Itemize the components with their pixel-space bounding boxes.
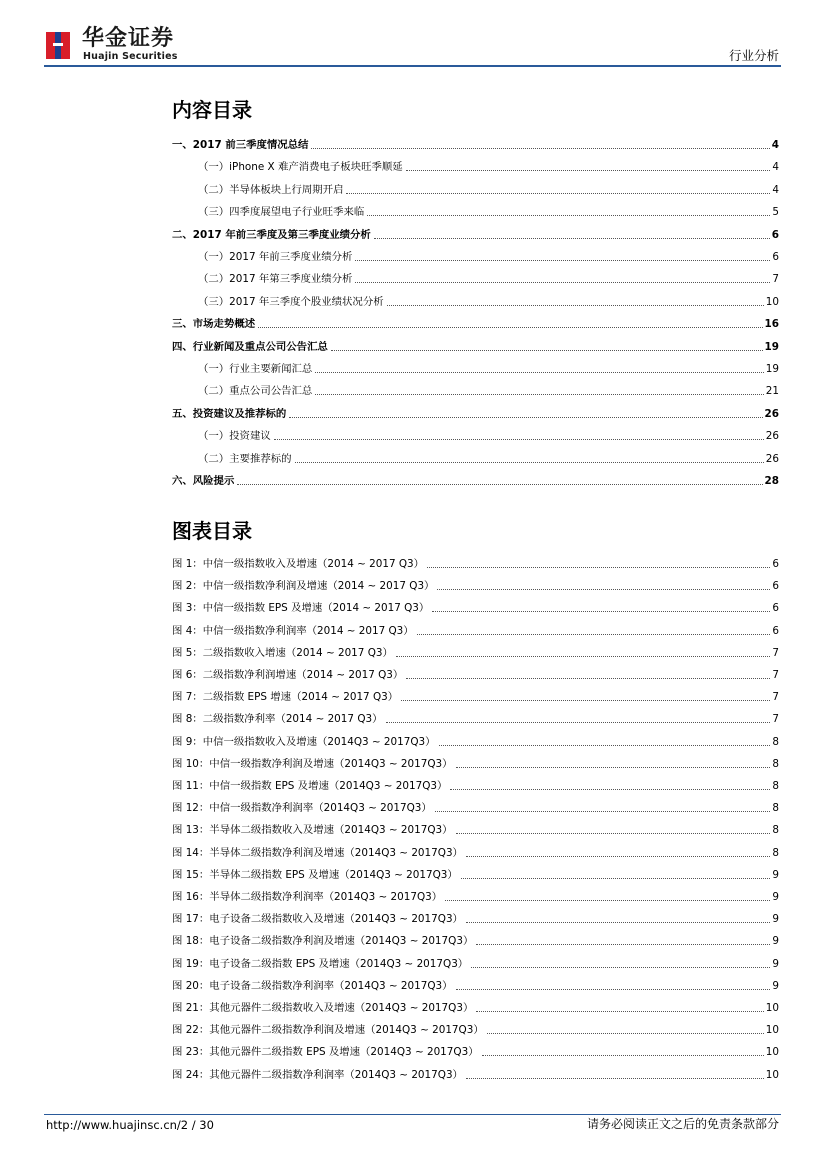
toc-subsection-entry[interactable] [198,272,779,286]
dot-leader [367,215,770,216]
entry-text: 六、风险提示 [172,475,235,487]
toc-subsection-entry[interactable] [198,295,779,309]
toc-section-entry[interactable] [172,340,779,354]
dot-leader [374,238,770,239]
toc-section-entry[interactable] [172,228,779,242]
page-number: 8 [772,846,779,859]
brand-name-english: Huajin Securities [83,51,178,62]
dot-leader [476,944,770,945]
dot-leader [427,567,770,568]
entry-text: 图 11：中信一级指数 EPS 及增速（2014Q3 ~ 2017Q3） [172,780,448,792]
entry-text: 图 9：中信一级指数收入及增速（2014Q3 ~ 2017Q3） [172,735,436,748]
entry-text: （一）投资建议 [198,430,271,443]
header-divider [44,65,781,67]
figure-entry[interactable] [172,779,779,793]
page-number: 4 [772,183,779,196]
huajin-logo-icon [44,29,76,61]
entry-text: 图 23：其他元器件二级指数 EPS 及增速（2014Q3 ~ 2017Q3） [172,1046,479,1059]
page-number: 26 [764,407,779,420]
dot-leader [417,634,771,635]
page-number: 6 [772,558,779,570]
entry-text: 图 2：中信一级指数净利润及增速（2014 ~ 2017 Q3） [172,580,435,593]
report-category: 行业分析 [728,48,779,63]
entry-text: 图 18：电子设备二级指数净利润及增速（2014Q3 ~ 2017Q3） [172,935,474,948]
page-number: 26 [765,452,779,465]
toc-subsection-entry[interactable] [198,429,779,443]
figure-entry[interactable] [172,668,779,682]
figure-entry[interactable] [172,801,779,815]
page-number: 9 [772,913,779,926]
figure-entry[interactable] [172,712,779,726]
toc-subsection-entry[interactable] [198,452,779,466]
entry-text: 图 19：电子设备二级指数 EPS 及增速（2014Q3 ~ 2017Q3） [172,957,469,970]
page-number: 5 [772,206,779,219]
page-number: 7 [772,646,779,659]
brand-name-chinese: 华金证券 [82,26,175,51]
figure-entry[interactable] [172,823,779,837]
entry-text: （一）2017 年前三季度业绩分析 [198,251,353,263]
entry-text: 图 15：半导体二级指数 EPS 及增速（2014Q3 ~ 2017Q3） [172,868,458,881]
dot-leader [461,878,771,879]
page-number: 9 [772,891,779,903]
entry-text: 图 3：中信一级指数 EPS 及增速（2014 ~ 2017 Q3） [172,602,430,615]
figure-entry[interactable] [172,757,779,771]
figure-entry[interactable] [172,1023,779,1037]
footer-disclaimer-note: 请务必阅读正文之后的免责条款部分 [586,1117,779,1131]
figure-entry[interactable] [172,624,779,638]
entry-text: 图 21：其他元器件二级指数收入及增速（2014Q3 ~ 2017Q3） [172,1002,474,1014]
figure-entry[interactable] [172,735,779,749]
figure-entry[interactable] [172,557,779,571]
figure-entry[interactable] [172,890,779,904]
entry-text: （三）四季度展望电子行业旺季来临 [198,206,365,219]
entry-text: （三）2017 年三季度个股业绩状况分析 [198,295,384,308]
toc-subsection-entry[interactable] [198,250,779,264]
dot-leader [482,1055,764,1056]
dot-leader [295,462,764,463]
page-number: 19 [764,340,779,353]
entry-text: 图 17：电子设备二级指数收入及增速（2014Q3 ~ 2017Q3） [172,913,463,926]
page-number: 9 [772,868,779,881]
dot-leader [289,417,762,418]
toc-subsection-entry[interactable] [198,183,779,197]
entry-text: 图 20：电子设备二级指数净利润率（2014Q3 ~ 2017Q3） [172,979,453,992]
figure-entry[interactable] [172,979,779,993]
page-number: 7 [772,713,779,726]
figure-entry[interactable] [172,957,779,971]
figure-entry[interactable] [172,1045,779,1059]
dot-leader [315,372,763,373]
toc-subsection-entry[interactable] [198,384,779,398]
page-number: 6 [772,580,779,593]
entry-text: （一）iPhone X 难产消费电子板块旺季顺延 [198,161,403,174]
figure-entry[interactable] [172,1001,779,1015]
dot-leader [435,811,771,812]
entry-text: （二）半导体板块上行周期开启 [198,183,344,196]
toc-subsection-entry[interactable] [198,160,779,174]
page-number: 10 [765,1046,779,1059]
dot-leader [355,260,770,261]
entry-text: 二、2017 年前三季度及第三季度业绩分析 [172,228,371,241]
page-number: 21 [765,385,779,398]
figure-entry[interactable] [172,579,779,593]
entry-text: 图 5：二级指数收入增速（2014 ~ 2017 Q3） [172,646,393,659]
page-number: 7 [772,691,779,704]
dot-leader [406,678,770,679]
page-number: 4 [771,139,779,151]
entry-text: 图 16：半导体二级指数净利润率（2014Q3 ~ 2017Q3） [172,891,443,903]
entry-text: 图 24：其他元器件二级指数净利润率（2014Q3 ~ 2017Q3） [172,1068,463,1081]
entry-text: 三、市场走势概述 [172,318,256,331]
figure-entry[interactable] [172,1068,779,1082]
page-number: 28 [764,475,779,487]
dot-leader [331,350,763,351]
entry-text: 图 13：半导体二级指数收入及增速（2014Q3 ~ 2017Q3） [172,824,453,837]
toc-title: 内容目录 [172,98,252,122]
page-number: 6 [772,251,779,263]
figure-entry[interactable] [172,912,779,926]
page-number: 8 [772,735,779,748]
figure-entry[interactable] [172,934,779,948]
page-number: 19 [765,363,779,375]
page-number: 6 [772,602,779,615]
dot-leader [476,1011,763,1012]
page-number: 7 [772,273,779,286]
dot-leader [456,767,771,768]
page-number: 10 [765,1002,779,1014]
figure-entry[interactable] [172,646,779,660]
entry-text: 五、投资建议及推荐标的 [172,407,287,420]
dot-leader [439,745,771,746]
dot-leader [315,394,763,395]
dot-leader [258,327,762,328]
dot-leader [346,193,770,194]
page-number: 9 [772,979,779,992]
entry-text: 图 22：其他元器件二级指数净利润及增速（2014Q3 ~ 2017Q3） [172,1024,484,1037]
toc-section-entry[interactable] [172,138,779,152]
entry-text: 图 6：二级指数净利润增速（2014 ~ 2017 Q3） [172,669,404,681]
page-number: 16 [764,318,779,331]
page-number: 10 [765,1068,779,1081]
dot-leader [311,148,769,149]
dot-leader [355,282,770,283]
toc-subsection-entry[interactable] [198,205,779,219]
toc-section-entry[interactable] [172,317,779,331]
dot-leader [406,170,771,171]
dot-leader [466,922,770,923]
dot-leader [396,656,770,657]
dot-leader [274,439,764,440]
footer-divider [44,1114,781,1115]
dot-leader [387,305,764,306]
footer-url-page: http://www.huajinsc.cn/2 / 30 [46,1118,214,1132]
entry-text: 一、2017 前三季度情况总结 [172,139,309,151]
page-number: 4 [772,161,779,174]
figure-entry[interactable] [172,690,779,704]
figure-entry[interactable] [172,601,779,615]
dot-leader [466,856,770,857]
dot-leader [237,484,762,485]
figure-list-title: 图表目录 [172,519,252,543]
dot-leader [437,589,770,590]
page-number: 8 [772,824,779,837]
page-number: 8 [772,757,779,770]
page-number: 8 [772,780,779,792]
dot-leader [450,789,770,790]
page-number: 6 [771,228,779,241]
page-number: 7 [772,669,779,681]
dot-leader [456,989,771,990]
entry-text: 图 12：中信一级指数净利润率（2014Q3 ~ 2017Q3） [172,802,432,815]
toc-section-entry[interactable] [172,407,779,421]
entry-text: （一）行业主要新闻汇总 [198,363,313,375]
toc-subsection-entry[interactable] [198,362,779,376]
entry-text: 图 8：二级指数净利率（2014 ~ 2017 Q3） [172,713,383,726]
dot-leader [487,1033,764,1034]
entry-text: （二）2017 年第三季度业绩分析 [198,273,353,286]
page-number: 10 [765,295,779,308]
dot-leader [471,967,770,968]
page-header [0,0,827,70]
entry-text: （二）主要推荐标的 [198,452,292,465]
entry-text: 图 14：半导体二级指数净利润及增速（2014Q3 ~ 2017Q3） [172,846,463,859]
page-number: 9 [772,957,779,970]
page-number: 10 [765,1024,779,1037]
entry-text: 图 1：中信一级指数收入及增速（2014 ~ 2017 Q3） [172,558,425,570]
figure-entry[interactable] [172,846,779,860]
dot-leader [466,1078,764,1079]
entry-text: 四、行业新闻及重点公司公告汇总 [172,340,328,353]
dot-leader [445,900,770,901]
page-number: 6 [772,624,779,637]
entry-text: 图 4：中信一级指数净利润率（2014 ~ 2017 Q3） [172,624,414,637]
page-number: 8 [772,802,779,815]
entry-text: 图 7：二级指数 EPS 增速（2014 ~ 2017 Q3） [172,691,399,704]
page-number: 26 [765,430,779,443]
dot-leader [432,611,770,612]
entry-text: （二）重点公司公告汇总 [198,385,313,398]
dot-leader [386,722,771,723]
page-number: 9 [772,935,779,948]
entry-text: 图 10：中信一级指数净利润及增速（2014Q3 ~ 2017Q3） [172,757,453,770]
figure-entry[interactable] [172,868,779,882]
dot-leader [456,833,771,834]
dot-leader [401,700,770,701]
toc-section-entry[interactable] [172,474,779,488]
